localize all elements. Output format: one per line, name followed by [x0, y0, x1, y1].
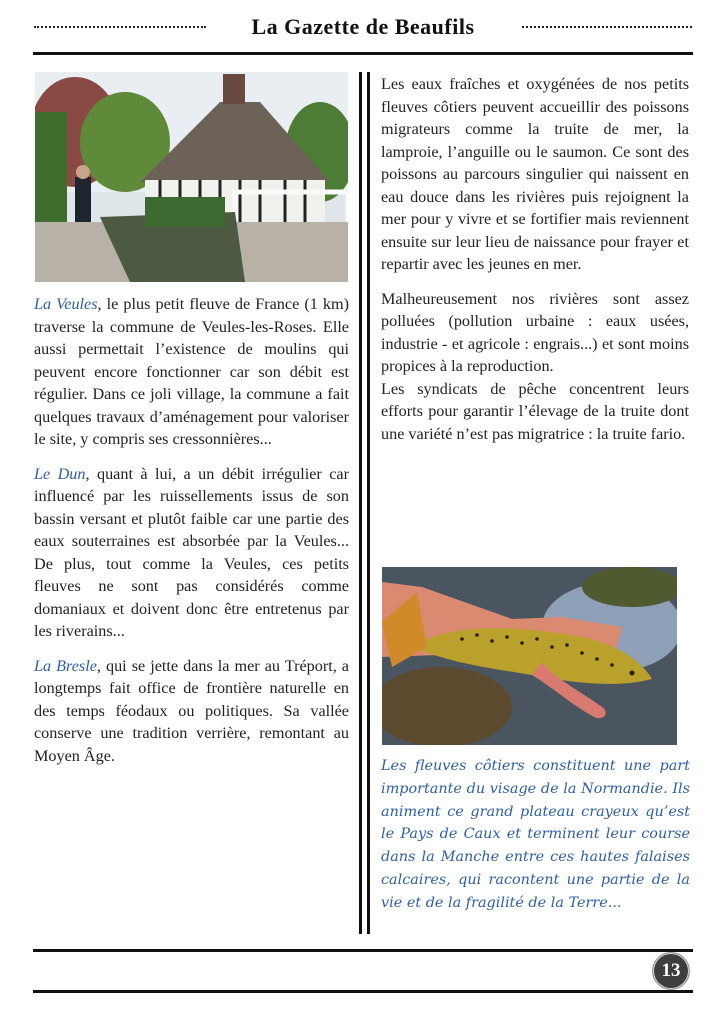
column-divider [367, 72, 370, 934]
paragraph-syndicats: Les syndicats de pêche concentrent leurs efforts pour garantir l’élevage de la truite dont une variété n’est pas migratrice : la truite fario. [381, 379, 689, 443]
paragraph-bresle [34, 655, 349, 768]
paragraph-migrateurs: Les eaux fraîches et oxygénées de nos petits fleuves côtiers peuvent accueillir des poissons migrateurs comme la truite de mer, la lamproie, l’anguille ou le saumon. Ce sont des poissons au parcours singulier qui naissent en eau douce dans les rivières puis rejoignent la mer pour y vivre et se fortifier mais reviennent ensuite sur leur lieu de naissance pour frayer et repartir avec les jeunes en mer. [381, 75, 689, 273]
header-dotted-rule-left [34, 26, 206, 28]
paragraph-text: , quant à lui, a un débit irrégulier car influencé par les ruissellements issus de son bassin versant et plutôt faible car une partie des eaux souterraines est absorbée par la Veules... De plus, tout comme la Veules, ces petits fleuves ne sont pas considérés comme domaniaux et doivent donc être entretenus par les riverains... [34, 464, 349, 640]
photo-truite-fario [382, 567, 677, 745]
right-column [381, 73, 689, 457]
paragraph-text: , qui se jette dans la mer au Tréport, a longtemps fait office de frontière naturelle en des temps féodaux ou politiques. Sa vallée conserve une tradition verrière, remontant au Moyen Âge. [34, 656, 349, 765]
paragraph-veules [34, 293, 349, 451]
column-divider [359, 72, 362, 934]
photo-veules-cottage [35, 72, 348, 282]
masthead-title: La Gazette de Beaufils [251, 14, 475, 39]
paragraph-text: , le plus petit fleuve de France (1 km) traverse la commune de Veules-les-Roses. Elle aussi permettait l’existence de moulins qui peuvent encore fonctionner car son débit est régulier. Dans ce joli village, la commune a fait quelques travaux d’aménagement pour valoriser le site, y compris ses cressonnières... [34, 295, 349, 448]
river-name-veules: La Veules [34, 295, 98, 313]
paragraph-pollution: Malheureusement nos rivières sont assez polluées (pollution urbaine : eaux usées, industrie - et agricole : engrais...) et sont moins propices à la reproduction. [381, 289, 689, 375]
header-dotted-rule-right [522, 26, 692, 28]
left-column [34, 293, 349, 779]
river-name-bresle: La Bresle [34, 656, 97, 675]
photo-caption: Les fleuves côtiers constituent une part importante du visage de la Normandie. Ils animent ce grand plateau crayeux qu’est le Pays de Caux et terminent leur course dans la Manche entre ces hautes falaises calcaires, qui racontent une partie de la vie et de la fragilité de la Terre... [381, 758, 690, 911]
paragraph-dun [34, 463, 349, 643]
page-number-badge: 13 [652, 952, 690, 990]
footer-rule-bottom [33, 990, 693, 993]
header-rule [33, 52, 693, 55]
river-name-dun: Le Dun [34, 464, 86, 483]
footer-rule-top [33, 949, 693, 952]
